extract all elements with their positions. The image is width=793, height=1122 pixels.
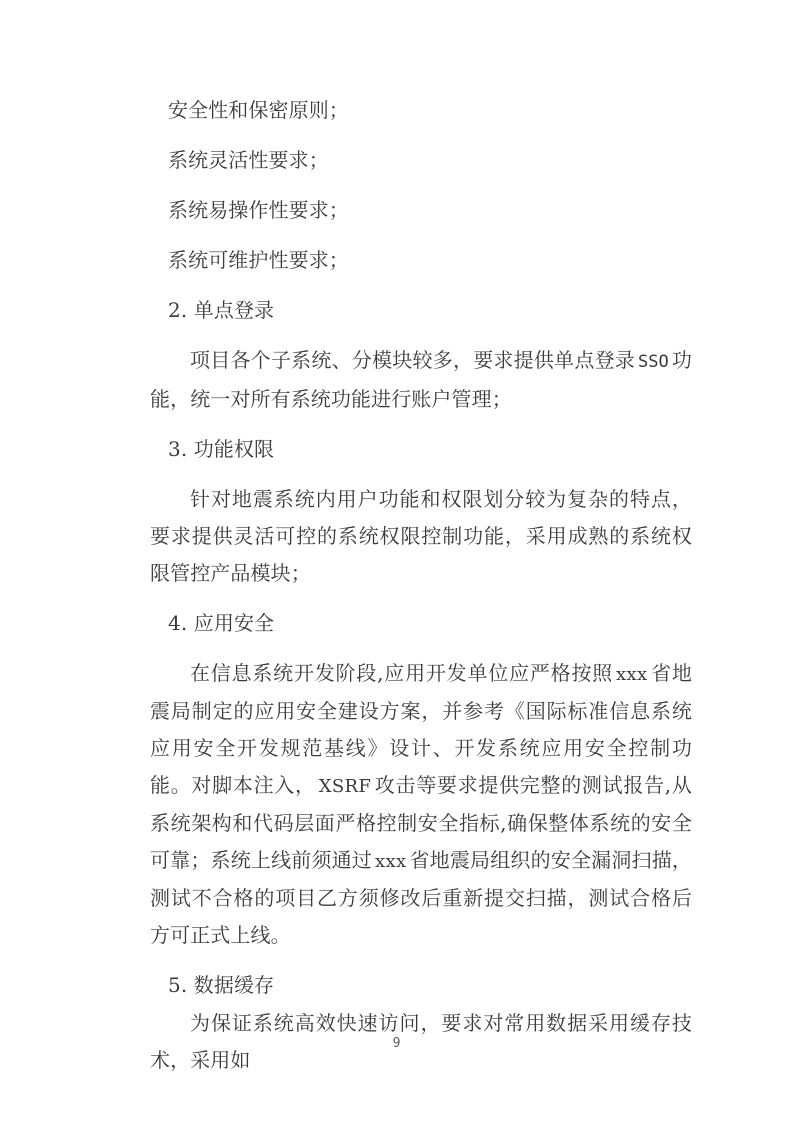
section-paragraph: 在信息系统开发阶段,应用开发单位应严格按照 xxx 省地震局制定的应用安全建设方案，并参考《国际标准信息系统应用安全开发规范基线》设计、开发系统应用安全控制功能。对脚本注入， XSRF 攻击等要求提供完整的测试报告,从系统架构和代码层面严格控制安全指标,确保整体系统的安全可靠；系统上线前须通过 xxx 省地震局组织的安全漏洞扫描，测试不合格的项目乙方须修改后重新提交扫描，测试合格后方可正式上线。 bbox=[150, 661, 692, 947]
requirement-line: 系统灵活性要求； bbox=[168, 148, 329, 172]
latin-run: xxx bbox=[375, 851, 407, 872]
requirement-line: 安全性和保密原则； bbox=[168, 98, 349, 122]
latin-run: XSRF bbox=[318, 776, 372, 797]
section-heading: 3. 功能权限 bbox=[168, 437, 275, 461]
requirement-line: 系统易操作性要求； bbox=[168, 198, 349, 222]
section-paragraph: 为保证系统高效快速访问，要求对常用数据采用缓存技术，采用如 bbox=[150, 1011, 692, 1072]
page-number: 9 bbox=[392, 1036, 401, 1051]
section-heading: 4. 应用安全 bbox=[168, 611, 275, 635]
document-body bbox=[150, 92, 692, 1092]
section-paragraph: 项目各个子系统、分模块较多，要求提供单点登录 SSO 功能，统一对所有系统功能进行账户管理； bbox=[150, 348, 692, 411]
section-paragraph: 针对地震系统内用户功能和权限划分较为复杂的特点，要求提供灵活可控的系统权限控制功能，采用成熟的系统权限管控产品模块； bbox=[150, 487, 692, 585]
section-heading: 5. 数据缓存 bbox=[168, 973, 275, 997]
requirement-line: 系统可维护性要求； bbox=[168, 248, 349, 272]
section-heading: 2. 单点登录 bbox=[168, 298, 275, 322]
latin-run: xxx bbox=[616, 664, 648, 685]
latin-run: SSO bbox=[638, 352, 669, 372]
